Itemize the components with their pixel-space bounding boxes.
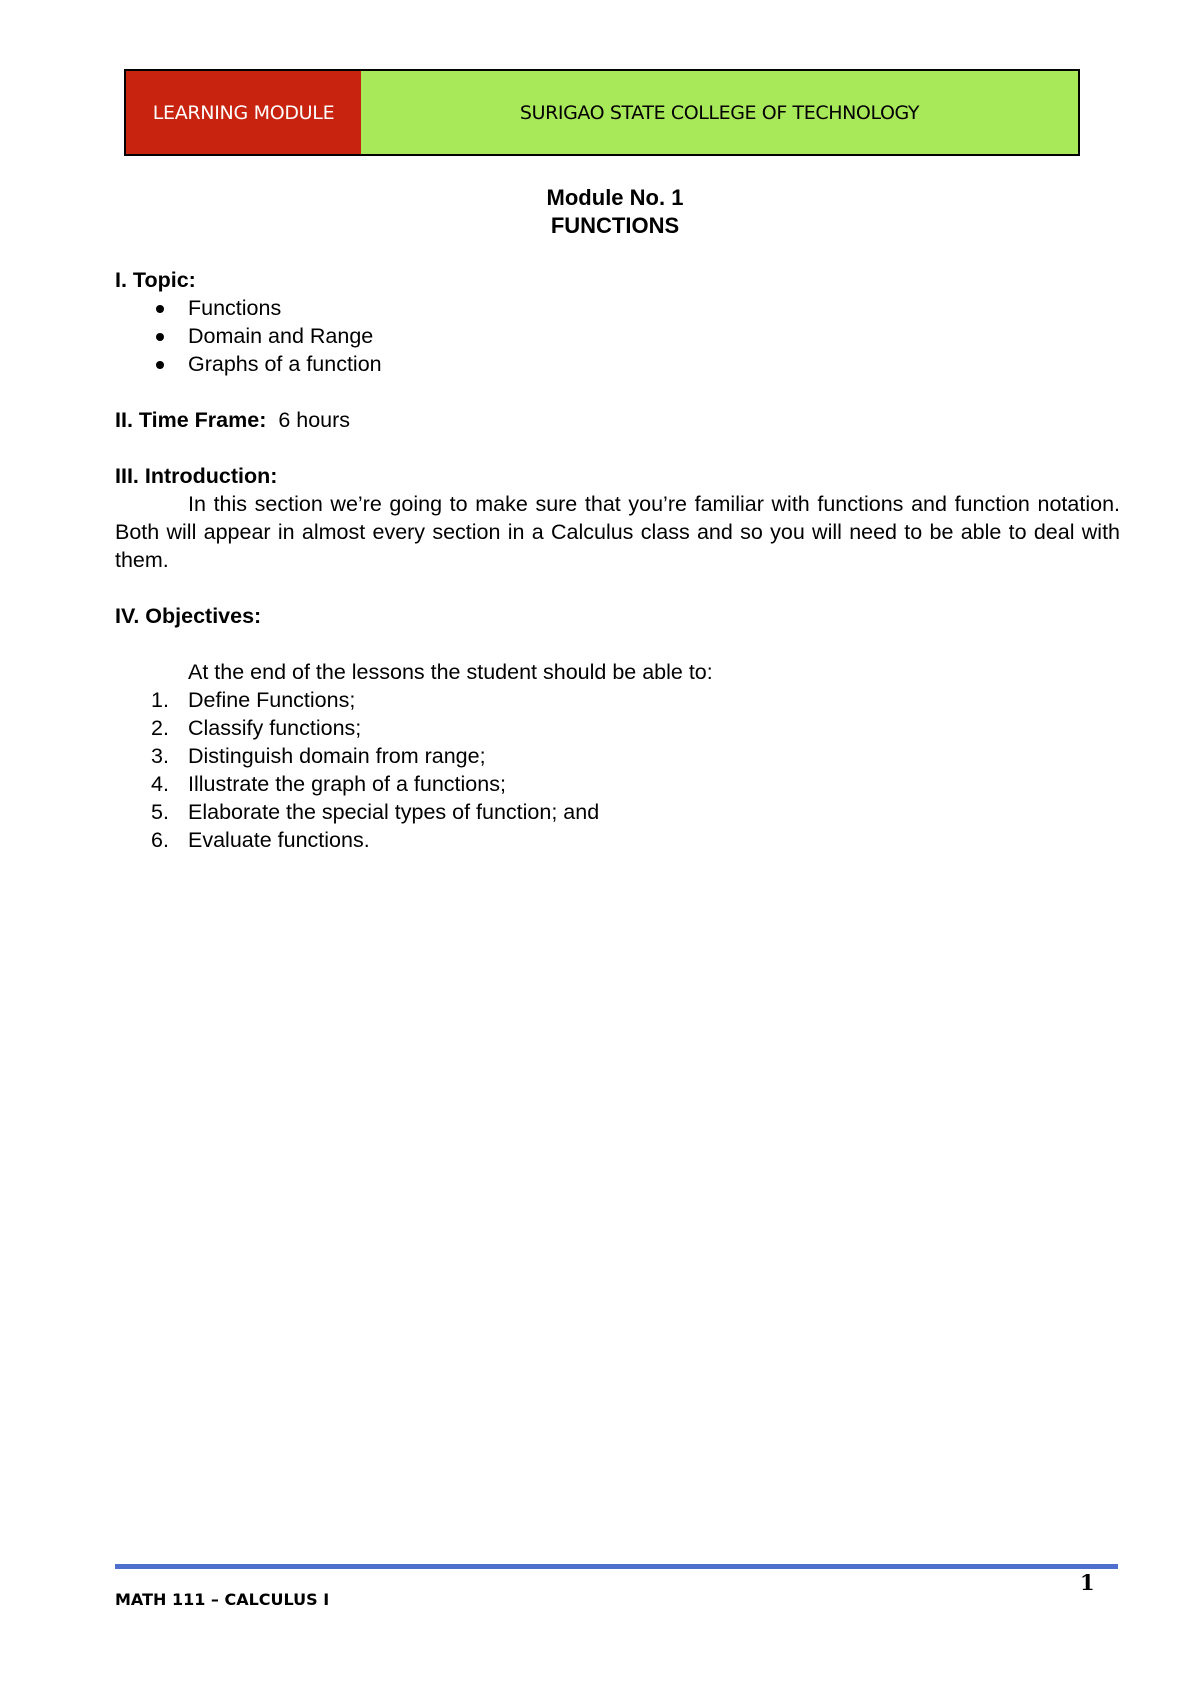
list-item [115, 714, 1120, 742]
objective-text: Define Functions; [188, 688, 356, 712]
objective-number: 4. [151, 772, 169, 796]
list-item [115, 770, 1120, 798]
bullet-icon [156, 333, 164, 341]
page-number: 1 [1080, 1570, 1095, 1595]
list-item [115, 742, 1120, 770]
introduction-heading: III. Introduction: [115, 464, 278, 488]
bullet-icon [156, 361, 164, 369]
objective-text: Illustrate the graph of a functions; [188, 772, 506, 796]
list-item [115, 322, 1120, 350]
module-title-block [0, 184, 1200, 240]
objective-number: 5. [151, 800, 169, 824]
topic-item-text: Functions [188, 296, 282, 320]
time-frame-heading: II. Time Frame: [115, 408, 267, 432]
header-learning-module-label: LEARNING MODULE [152, 101, 335, 124]
objective-text: Distinguish domain from range; [188, 744, 486, 768]
time-frame-line [115, 406, 1120, 434]
module-header [124, 69, 1080, 156]
topic-item-text: Domain and Range [188, 324, 374, 348]
time-frame-value: 6 hours [278, 408, 351, 432]
header-left-cell [126, 71, 361, 154]
topic-list [115, 294, 1120, 378]
list-item [115, 826, 1120, 854]
spacer [115, 434, 1120, 462]
module-name: FUNCTIONS [550, 213, 680, 238]
objective-number: 1. [151, 688, 169, 712]
spacer [115, 630, 1120, 658]
objective-number: 6. [151, 828, 169, 852]
module-number: Module No. 1 [546, 185, 684, 210]
spacer [115, 378, 1120, 406]
objectives-heading: IV. Objectives: [115, 604, 262, 628]
topic-heading: I. Topic: [115, 268, 196, 292]
topic-item-text: Graphs of a function [188, 352, 382, 376]
list-item [115, 798, 1120, 826]
objective-number: 3. [151, 744, 169, 768]
module-content [115, 266, 1120, 854]
list-item [115, 686, 1120, 714]
footer-divider [115, 1564, 1118, 1569]
header-institution-label: SURIGAO STATE COLLEGE OF TECHNOLOGY [519, 101, 920, 124]
objectives-lead: At the end of the lessons the student should be able to: [188, 660, 713, 684]
list-item [115, 294, 1120, 322]
bullet-icon [156, 305, 164, 313]
objectives-list [115, 686, 1120, 854]
objective-text: Classify functions; [188, 716, 362, 740]
header-right-cell [361, 71, 1078, 154]
spacer [115, 574, 1120, 602]
footer-course-label: MATH 111 – CALCULUS I [115, 1590, 330, 1609]
list-item [115, 350, 1120, 378]
objective-number: 2. [151, 716, 169, 740]
objective-text: Elaborate the special types of function; and [188, 800, 600, 824]
introduction-text: In this section we’re going to make sure that you’re familiar with functions and function notation. Both will appear in almost every section in a Calculus class and so you will need to be able to deal with them. [115, 492, 1120, 572]
objective-text: Evaluate functions. [188, 828, 370, 852]
